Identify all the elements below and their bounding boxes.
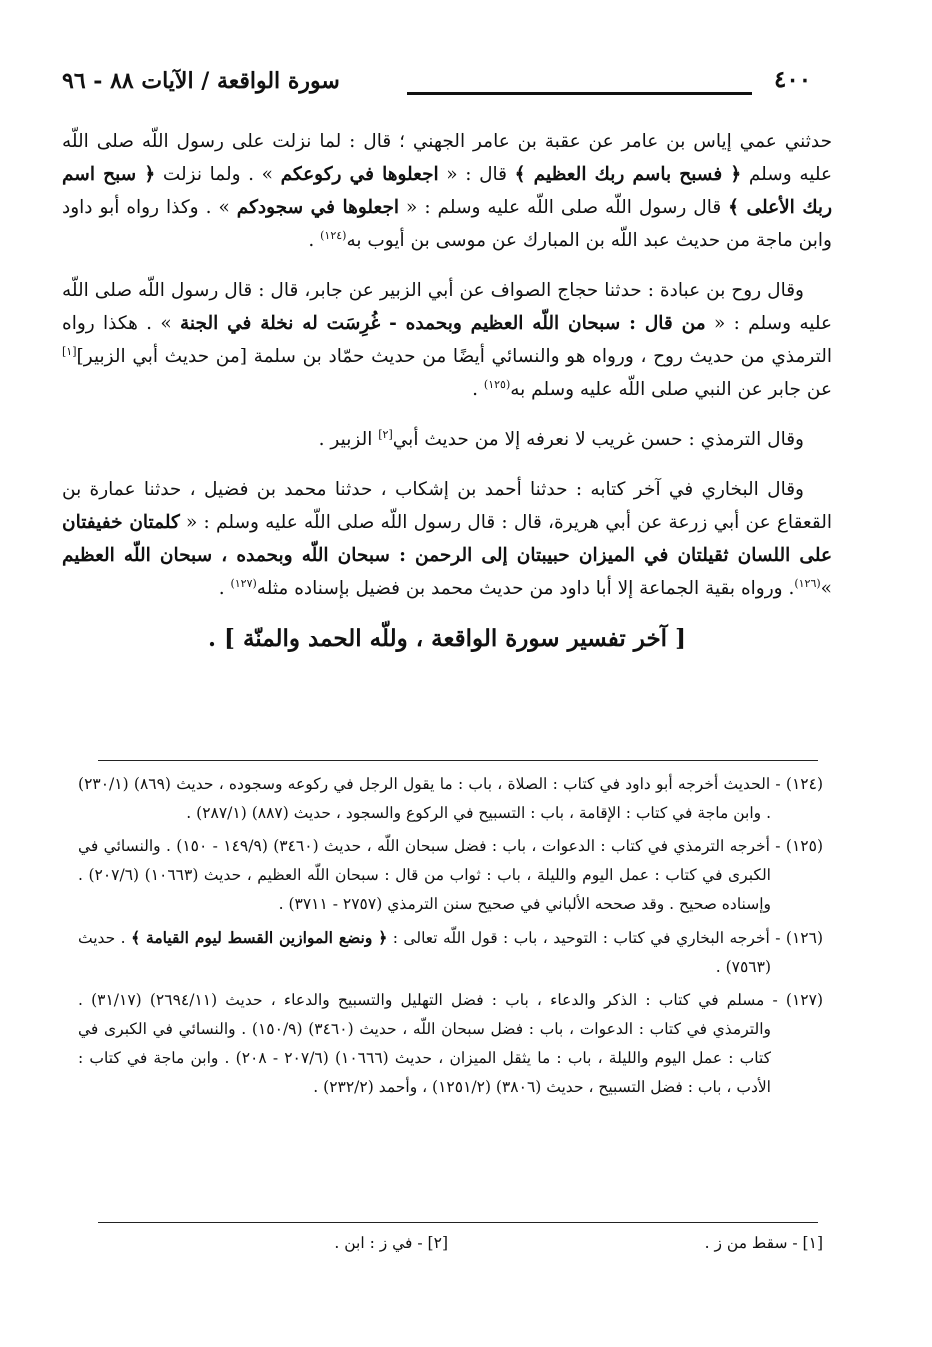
footnote-divider — [98, 760, 818, 761]
closing-line: [ آخر تفسير سورة الواقعة ، وللّه الحمد والمنّة ] . — [208, 625, 686, 652]
footnote-ref: (١٢٤) — [320, 228, 347, 242]
paragraph-3: وقال الترمذي : حسن غريب لا نعرفه إلا من حديث أبي[٢] الزبير . — [318, 427, 804, 450]
quran-quote: ﴿ سبح اسم ربك الأعلى ﴾ — [62, 164, 833, 218]
page-number: ٤٠٠ — [774, 66, 812, 93]
footnote-ref: (١٢٧) — [230, 576, 257, 590]
header-rule — [407, 92, 752, 95]
running-title: سورة الواقعة / الآيات ٨٨ - ٩٦ — [62, 68, 340, 94]
paragraph-2: وقال روح بن عبادة : حدثنا حجاج الصواف عن أبي الزبير عن جابر، قال : قال رسول اللّه صلى اللّه عليه وسلم : « من قال : سبحان اللّه العظيم وبحمده - غُرِسَت له نخلة في الجنة » . هكذا رواه الترمذي من حديث روح ، ورواه هو والنسائي أيضًا من حديث حمّاد بن سلمة [من حديث أبي الزبير][١] عن جابر عن النبي صلى اللّه عليه وسلم به$^{(١٢٥)}$ . — [62, 280, 832, 400]
page-header — [62, 62, 832, 102]
editor-note: [٢] - في ز : ابن . — [334, 1234, 448, 1252]
footnote: (١٢٤) - الحديث أخرجه أبو داود في كتاب : الصلاة ، باب : ما يقول الرجل في ركوعه وسجوده ، حديث (٨٦٩) (٢٣٠/١) . وابن ماجة في كتاب : الإقامة ، باب : التسبيح في الركوع والسجود ، حديث (٨٨٧) (٢٨٧/١) . — [78, 775, 824, 822]
hadith-quote: اجعلوها في ركوعكم — [280, 164, 439, 185]
note-ref: [١] — [62, 344, 77, 358]
footnote: (١٢٧) - مسلم في كتاب : الذكر والدعاء ، باب : فضل التهليل والتسبيح والدعاء ، حديث (٢٦٩٤/١١) (٣١/١٧) . والترمذي في كتاب : الدعوات ، باب : فضل سبحان اللّه ، حديث (٣٤٦٠) (١٥٠/٩) . والنسائي في الكبرى في كتاب : عمل اليوم والليلة ، باب : ما يثقل الميزان ، حديث (١٠٦٦٦) (٢٠٧/٦ - ٢٠٨) . وابن ماجة في كتاب : الأدب ، باب : فضل التسبيح ، حديث (٣٨٠٦) (١٢٥١/٢) ، وأحمد (٢٣٢/٢) . — [78, 991, 823, 1096]
footnote-ref: (١٢٥) — [483, 377, 511, 391]
paragraph-4: وقال البخاري في آخر كتابه : حدثنا أحمد بن إشكاب ، حدثنا محمد بن فضيل ، حدثنا عمارة بن القعقاع عن أبي زرعة عن أبي هريرة، قال : قال رسول اللّه صلى اللّه عليه وسلم : « كلمتان خفيفتان على اللسان ثقيلتان في الميزان حبيبتان إلى الرحمن : سبحان اللّه وبحمده ، سبحان اللّه العظيم »$^{(١٢٦)}$. ورواه بقية الجماعة إلا أبا داود من حديث محمد بن فضيل بإسناده مثله$^{(١٢٧)}$ . — [62, 479, 832, 599]
paragraph-1: حدثني عمي إياس بن عامر عن عقبة بن عامر الجهني ؛ قال : لما نزلت على رسول اللّه صلى اللّه عليه وسلم ﴿ فسبح باسم ربك العظيم ﴾ قال : « اجعلوها في ركوعكم » . ولما نزلت ﴿ سبح اسم ربك الأعلى ﴾ قال رسول اللّه صلى اللّه عليه وسلم : « اجعلوها في سجودكم » . وكذا رواه أبو داود وابن ماجة من حديث عبد اللّه بن المبارك عن موسى بن أيوب به$^{(١٢٤)}$ . — [62, 131, 833, 251]
main-text — [62, 125, 832, 672]
footnote: (١٢٥) - أخرجه الترمذي في كتاب : الدعوات ، باب : فضل سبحان اللّه ، حديث (٣٤٦٠) (١٤٩/٩ - ١٥٠) . والنسائي في الكبرى في كتاب : عمل اليوم والليلة ، باب : ثواب من قال : سبحان اللّه العظيم ، حديث (١٠٦٦٣) (٢٠٧/٦) . وإسناده صحيح . وقد صححه الألباني في صحيح سنن الترمذي (٢٧٥٧ - ٣٧١١) . — [78, 837, 823, 913]
hadith-quote: اجعلوها في سجودكم — [236, 197, 400, 218]
hadith-quote: كلمتان خفيفتان على اللسان ثقيلتان في الميزان حبيبتان إلى الرحمن : سبحان اللّه وبحمده ، سبحان اللّه العظيم — [62, 512, 832, 566]
footnote: (١٢٦) - أخرجه البخاري في كتاب : التوحيد ، باب : قول اللّه تعالى : ﴿ ونضع الموازين القسط ليوم القيامة ﴾ . حديث (٧٥٦٣) . — [78, 928, 824, 976]
footnote-ref: (١٢٦) — [794, 576, 821, 590]
notes-divider — [98, 1222, 818, 1223]
editor-note: [١] - سقط من ز . — [704, 1234, 823, 1252]
note-ref: [٢] — [378, 427, 393, 441]
footnotes — [78, 770, 823, 1106]
hadith-quote: من قال : سبحان اللّه العظيم وبحمده - غُرِسَت له نخلة في الجنة — [180, 313, 706, 334]
quran-quote: ﴿ فسبح باسم ربك العظيم ﴾ — [514, 164, 742, 185]
